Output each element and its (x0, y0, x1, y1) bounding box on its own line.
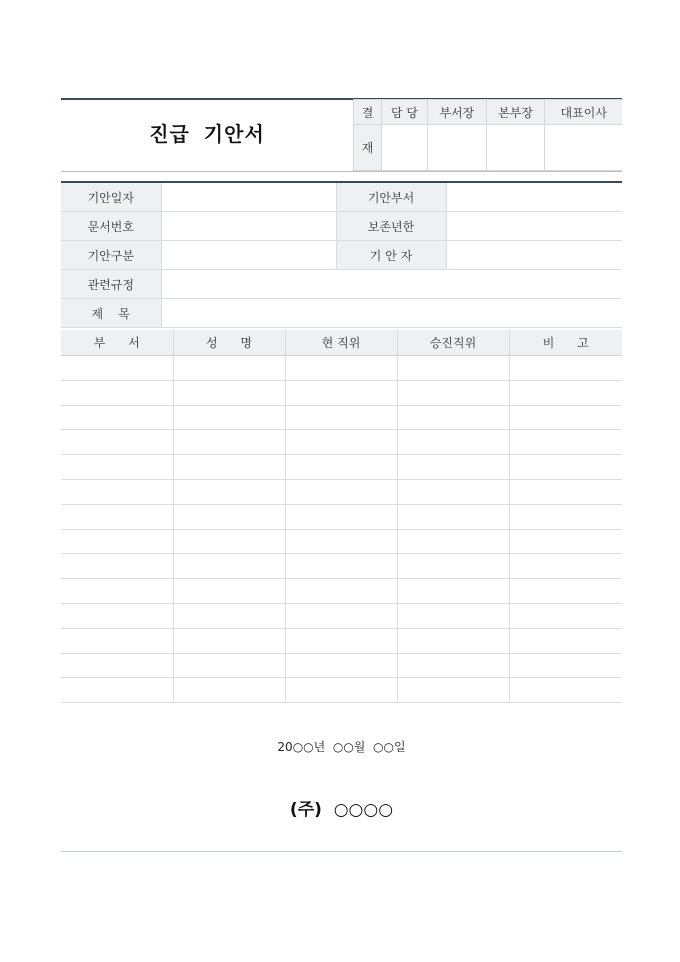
subject-label: 제 목 (61, 299, 161, 328)
table-cell[interactable] (61, 579, 173, 604)
table-cell[interactable] (173, 554, 285, 579)
doc-no-label: 문서번호 (61, 212, 161, 241)
table-cell[interactable] (173, 504, 285, 529)
info-row (61, 183, 622, 212)
table-cell[interactable] (173, 678, 285, 703)
table-cell[interactable] (509, 356, 622, 381)
col-remarks-header: 비 고 (509, 330, 622, 356)
table-cell[interactable] (173, 529, 285, 554)
doc-no-field[interactable] (161, 212, 336, 241)
document-date: 20○○년 ○○월 ○○일 (277, 740, 406, 754)
table-row (61, 504, 622, 529)
drafter-field[interactable] (446, 241, 622, 270)
document-title: 진급 기안서 (149, 122, 265, 146)
table-cell[interactable] (285, 603, 397, 628)
company-name: (주) ○○○○ (289, 800, 394, 820)
table-cell[interactable] (285, 504, 397, 529)
approval-label-bottom: 재 (354, 125, 382, 171)
table-cell[interactable] (173, 430, 285, 455)
table-cell[interactable] (397, 455, 509, 480)
retention-field[interactable] (446, 212, 622, 241)
info-table (61, 183, 622, 328)
table-cell[interactable] (61, 554, 173, 579)
table-cell[interactable] (173, 479, 285, 504)
table-cell[interactable] (61, 455, 173, 480)
table-cell[interactable] (509, 529, 622, 554)
approval-box (353, 99, 622, 171)
table-row (61, 529, 622, 554)
table-cell[interactable] (397, 405, 509, 430)
table-cell[interactable] (285, 455, 397, 480)
draft-dept-label: 기안부서 (336, 183, 446, 212)
table-cell[interactable] (173, 653, 285, 678)
table-cell[interactable] (173, 356, 285, 381)
table-cell[interactable] (397, 430, 509, 455)
table-cell[interactable] (173, 628, 285, 653)
table-cell[interactable] (285, 678, 397, 703)
table-cell[interactable] (397, 479, 509, 504)
table-cell[interactable] (509, 479, 622, 504)
col-current-position-header: 현 직위 (285, 330, 397, 356)
table-row (61, 579, 622, 604)
draft-date-label: 기안일자 (61, 183, 161, 212)
table-cell[interactable] (397, 504, 509, 529)
approval-role-manager: 담 당 (382, 100, 428, 125)
table-cell[interactable] (397, 529, 509, 554)
table-cell[interactable] (285, 579, 397, 604)
drafter-label: 기 안 자 (336, 241, 446, 270)
table-cell[interactable] (61, 430, 173, 455)
table-cell[interactable] (509, 603, 622, 628)
header-divider (61, 171, 622, 172)
bottom-rule (61, 851, 622, 852)
regulation-field[interactable] (161, 270, 622, 299)
table-cell[interactable] (285, 554, 397, 579)
table-cell[interactable] (285, 430, 397, 455)
list-body (61, 356, 622, 703)
table-row (61, 455, 622, 480)
table-row (61, 430, 622, 455)
table-cell[interactable] (61, 678, 173, 703)
table-cell[interactable] (397, 678, 509, 703)
draft-type-field[interactable] (161, 241, 336, 270)
table-cell[interactable] (61, 653, 173, 678)
table-cell[interactable] (285, 529, 397, 554)
table-cell[interactable] (61, 479, 173, 504)
table-cell[interactable] (61, 405, 173, 430)
approval-role-division-head: 본부장 (486, 100, 545, 125)
draft-type-label: 기안구분 (61, 241, 161, 270)
table-cell[interactable] (509, 455, 622, 480)
approval-sign-division-head[interactable] (486, 125, 545, 171)
table-cell[interactable] (397, 380, 509, 405)
table-cell[interactable] (285, 628, 397, 653)
table-cell[interactable] (285, 356, 397, 381)
draft-date-field[interactable] (161, 183, 336, 212)
subject-field[interactable] (161, 299, 622, 328)
table-cell[interactable] (285, 405, 397, 430)
table-row (61, 405, 622, 430)
table-row (61, 380, 622, 405)
approval-role-ceo: 대표이사 (545, 100, 622, 125)
table-cell[interactable] (397, 579, 509, 604)
list-header-row (61, 330, 622, 356)
table-row (61, 653, 622, 678)
table-cell[interactable] (397, 554, 509, 579)
table-cell[interactable] (509, 380, 622, 405)
table-cell[interactable] (285, 380, 397, 405)
table-cell[interactable] (173, 579, 285, 604)
table-cell[interactable] (173, 603, 285, 628)
table-cell[interactable] (509, 405, 622, 430)
table-cell[interactable] (397, 653, 509, 678)
table-cell[interactable] (285, 479, 397, 504)
table-cell[interactable] (397, 356, 509, 381)
table-cell[interactable] (61, 529, 173, 554)
table-cell[interactable] (61, 380, 173, 405)
table-cell[interactable] (509, 628, 622, 653)
draft-dept-field[interactable] (446, 183, 622, 212)
info-row (61, 299, 622, 328)
info-row (61, 212, 622, 241)
table-cell[interactable] (509, 430, 622, 455)
table-cell[interactable] (61, 603, 173, 628)
table-cell[interactable] (61, 356, 173, 381)
table-cell[interactable] (285, 653, 397, 678)
col-promoted-position-header: 승진직위 (397, 330, 509, 356)
table-row (61, 554, 622, 579)
table-row (61, 628, 622, 653)
approval-role-dept-head: 부서장 (427, 100, 486, 125)
table-row (61, 678, 622, 703)
info-row (61, 270, 622, 299)
table-cell[interactable] (509, 653, 622, 678)
approval-sign-ceo[interactable] (545, 125, 622, 171)
table-cell[interactable] (509, 504, 622, 529)
table-cell[interactable] (173, 380, 285, 405)
approval-sign-manager[interactable] (382, 125, 428, 171)
table-cell[interactable] (173, 405, 285, 430)
regulation-label: 관련규정 (61, 270, 161, 299)
table-row (61, 356, 622, 381)
table-cell[interactable] (397, 628, 509, 653)
retention-label: 보존년한 (336, 212, 446, 241)
table-cell[interactable] (61, 504, 173, 529)
table-cell[interactable] (61, 628, 173, 653)
table-cell[interactable] (397, 603, 509, 628)
table-cell[interactable] (509, 579, 622, 604)
table-row (61, 603, 622, 628)
info-row (61, 241, 622, 270)
col-name-header: 성 명 (173, 330, 285, 356)
col-department-header: 부 서 (61, 330, 173, 356)
approval-label-top: 결 (354, 100, 382, 125)
table-cell[interactable] (173, 455, 285, 480)
table-cell[interactable] (509, 678, 622, 703)
approval-sign-dept-head[interactable] (427, 125, 486, 171)
table-cell[interactable] (509, 554, 622, 579)
table-row (61, 479, 622, 504)
promotion-list-table (61, 330, 622, 703)
